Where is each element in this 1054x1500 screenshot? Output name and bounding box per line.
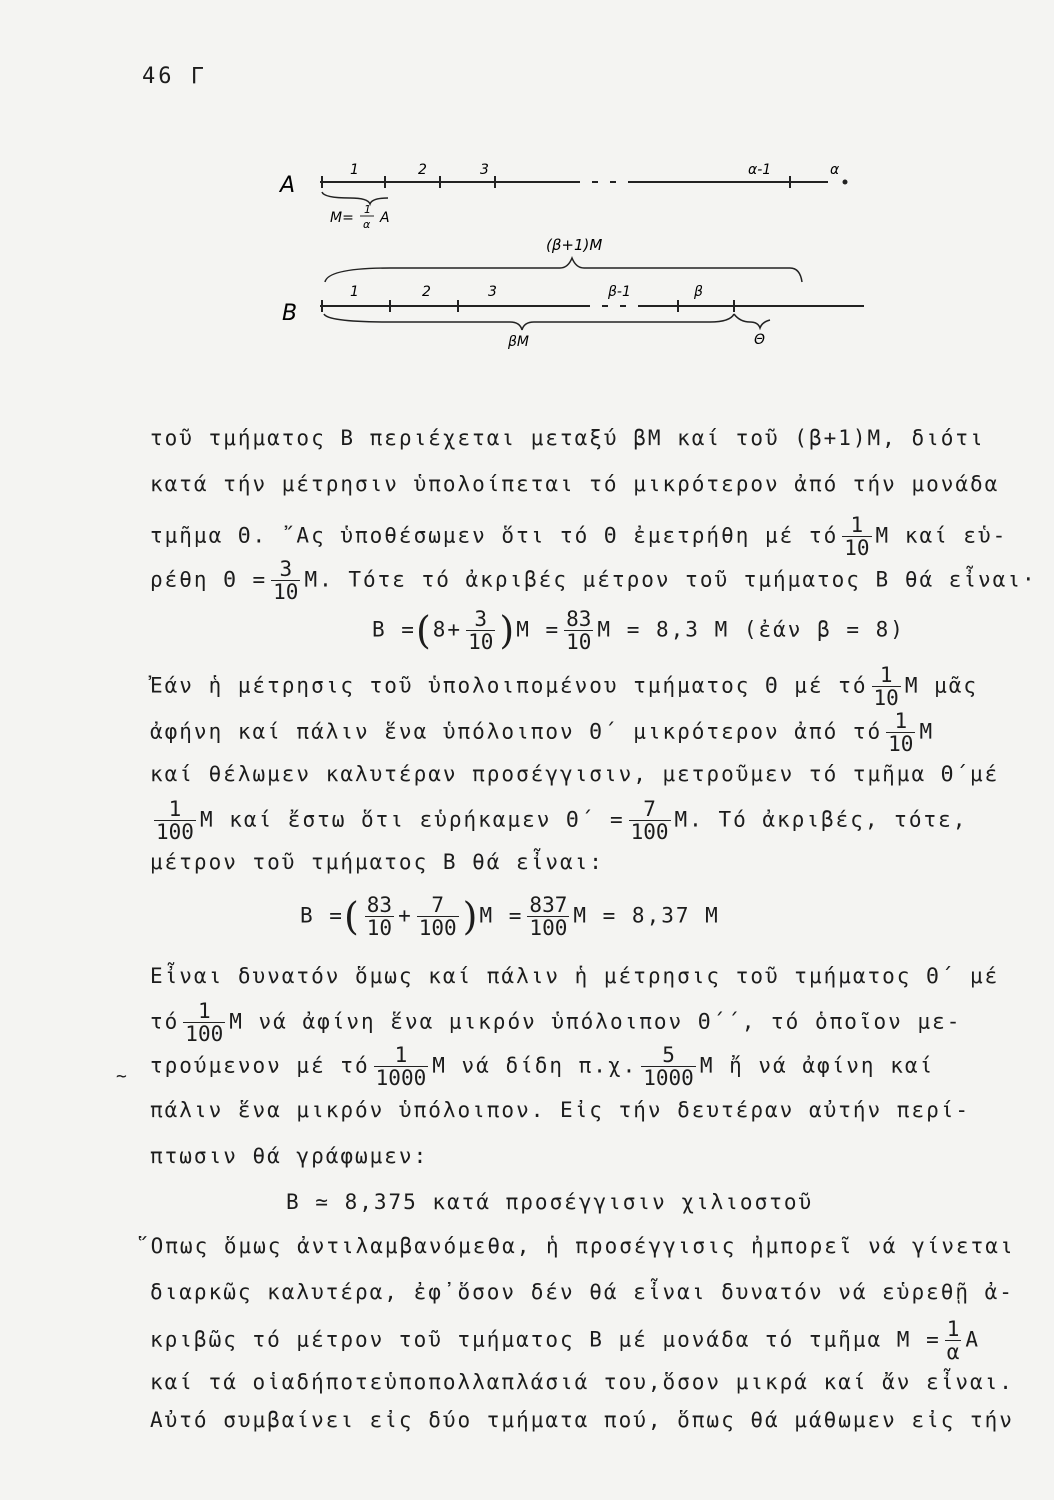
a-tick-2: 2 bbox=[418, 162, 427, 178]
text-line: κριβῶς τό μέτρον τοῦ τμήματος Β μέ μονάδα τό τμῆμα Μ = $\frac{1}{\alpha}$ Α bbox=[150, 1317, 981, 1365]
label-b: B bbox=[282, 301, 298, 326]
brace-bottom-label: βM bbox=[508, 334, 530, 350]
text-line: Β ≃ 8,375 κατά προσέγγισιν χιλιοστοῦ bbox=[286, 1190, 814, 1214]
fraction: $\frac{1}{100}$ bbox=[185, 999, 224, 1047]
theta-brace bbox=[734, 314, 770, 328]
text-line: Αὐτό συμβαίνει εἰς δύο τμήματα πού, ὅπως θά μάθωμεν εἰς τήν bbox=[150, 1408, 1014, 1432]
b-tick-beta: β bbox=[694, 284, 703, 300]
text-line: κατά τήν μέτρησιν ὑπολοίπεται τό μικρότερον ἀπό τήν μονάδα bbox=[150, 472, 1000, 496]
label-a: A bbox=[280, 173, 296, 198]
fraction: $\frac{1}{1000}$ bbox=[375, 1043, 427, 1091]
m-frac-num: 1 bbox=[364, 203, 371, 216]
m-brace bbox=[322, 192, 388, 204]
text-line: τμῆμα Θ. ῎Ας ὑποθέσωμεν ὅτι τό Θ ἐμετρήθη μέ τό $\frac{1}{10}$ Μ καί εὑ- bbox=[150, 513, 1008, 561]
fraction: $\frac{1}{10}$ bbox=[888, 709, 914, 757]
fraction: $\frac{1}{10}$ bbox=[844, 513, 870, 561]
text-line: τοῦ τμήματος Β περιέχεται μεταξύ βΜ καί τοῦ (β+1)Μ, διότι bbox=[150, 426, 985, 450]
fraction: $\frac{3}{10}$ bbox=[273, 557, 299, 605]
bottom-brace bbox=[324, 314, 734, 330]
fraction: $\frac{7}{100}$ bbox=[418, 893, 457, 941]
fraction: $\frac{1}{\alpha}$ bbox=[946, 1317, 960, 1365]
top-brace bbox=[325, 258, 802, 282]
page-number: 46 Γ bbox=[142, 64, 207, 89]
text-line: τό $\frac{1}{100}$ Μ νά ἀφίνη ἕνα μικρόν ὑπόλοιπον Θ΄΄, τό ὁποῖον με- bbox=[150, 999, 962, 1047]
b-tick-2: 2 bbox=[422, 284, 431, 300]
text-line: πάλιν ἕνα μικρόν ὑπόλοιπον. Εἰς τήν δευτέραν αὐτήν περί- bbox=[150, 1098, 971, 1122]
segment-diagram bbox=[270, 150, 870, 350]
text-line: Εἶναι δυνατόν ὅμως καί πάλιν ἡ μέτρησις τοῦ τμήματος Θ΄ μέ bbox=[150, 964, 1000, 988]
segment-a-end bbox=[843, 180, 848, 185]
m-frac-den: α bbox=[363, 218, 371, 231]
margin-mark: ~ bbox=[116, 1066, 127, 1087]
b-tick-3: 3 bbox=[488, 284, 497, 300]
text-line: πτωσιν θά γράφωμεν: bbox=[150, 1144, 429, 1168]
m-definition-suffix: A bbox=[380, 210, 390, 226]
text-line: καί θέλωμεν καλυτέραν προσέγγισιν, μετροῦμεν τό τμῆμα Θ΄μέ bbox=[150, 762, 1000, 786]
text-line: ῞Οπως ὅμως ἀντιλαμβανόμεθα, ἡ προσέγγισις ἠμπορεῖ νά γίνεται bbox=[136, 1234, 1015, 1258]
a-tick-3: 3 bbox=[480, 162, 489, 178]
fraction: $\frac{7}{100}$ bbox=[630, 797, 669, 845]
fraction: $\frac{5}{1000}$ bbox=[643, 1043, 694, 1091]
a-tick-alpha: α bbox=[830, 162, 840, 178]
brace-top-label: (β+1)M bbox=[546, 236, 603, 254]
a-tick-1: 1 bbox=[350, 162, 359, 178]
equation-1: B =(8+ $\frac{3}{10}$ )M = $\frac{83}{10}$ M = 8,3 M (ἐάν β = 8) bbox=[372, 607, 905, 655]
fraction: $\frac{1}{100}$ bbox=[156, 797, 194, 845]
text-line: διαρκῶς καλυτέρα, ἐφ᾽ὅσον δέν θά εἶναι δυνατόν νά εὑρεθῇ ἀ- bbox=[150, 1280, 1014, 1304]
m-definition: M= bbox=[330, 210, 354, 226]
equation-2: B =( $\frac{83}{10}$ + $\frac{7}{100}$ )M = $\frac{837}{100}$ M = 8,37 M bbox=[300, 893, 720, 941]
text-line: καί τά οἱαδήποτεὑποπολλαπλάσιά του,ὅσον μικρά καί ἄν εἶναι. bbox=[150, 1370, 1014, 1394]
fraction: $\frac{83}{10}$ bbox=[566, 607, 592, 655]
fraction: $\frac{3}{10}$ bbox=[468, 607, 494, 655]
b-tick-beta-1: β-1 bbox=[608, 284, 631, 300]
a-tick-alpha-1: α-1 bbox=[748, 162, 772, 178]
text-line: ρέθη Θ = $\frac{3}{10}$ Μ. Τότε τό ἀκριβές μέτρον τοῦ τμήματος Β θά εἶναι· bbox=[150, 557, 1037, 605]
text-line: μέτρον τοῦ τμήματος Β θά εἶναι: bbox=[150, 850, 604, 874]
text-line: $\frac{1}{100}$ Μ καί ἔστω ὅτι εὑρήκαμεν Θ΄ = $\frac{7}{100}$ Μ. Τό ἀκριβές, τότε, bbox=[156, 797, 968, 845]
fraction: $\frac{837}{100}$ bbox=[529, 893, 568, 941]
b-tick-1: 1 bbox=[350, 284, 359, 300]
text-line: ἀφήνη καί πάλιν ἕνα ὑπόλοιπον Θ΄ μικρότερον ἀπό τό $\frac{1}{10}$ Μ bbox=[150, 709, 935, 757]
text-line: Ἐάν ἡ μέτρησις τοῦ ὑπολοιπομένου τμήματος Θ μέ τό $\frac{1}{10}$ Μ μᾶς bbox=[150, 663, 979, 711]
fraction: $\frac{1}{10}$ bbox=[873, 663, 899, 711]
text-line: τρούμενον μέ τό $\frac{1}{1000}$ Μ νά δίδη π.χ. $\frac{5}{1000}$ Μ ἤ νά ἀφίνη καί bbox=[150, 1043, 935, 1091]
fraction: $\frac{83}{10}$ bbox=[366, 893, 393, 941]
theta-label: Θ bbox=[754, 332, 766, 348]
